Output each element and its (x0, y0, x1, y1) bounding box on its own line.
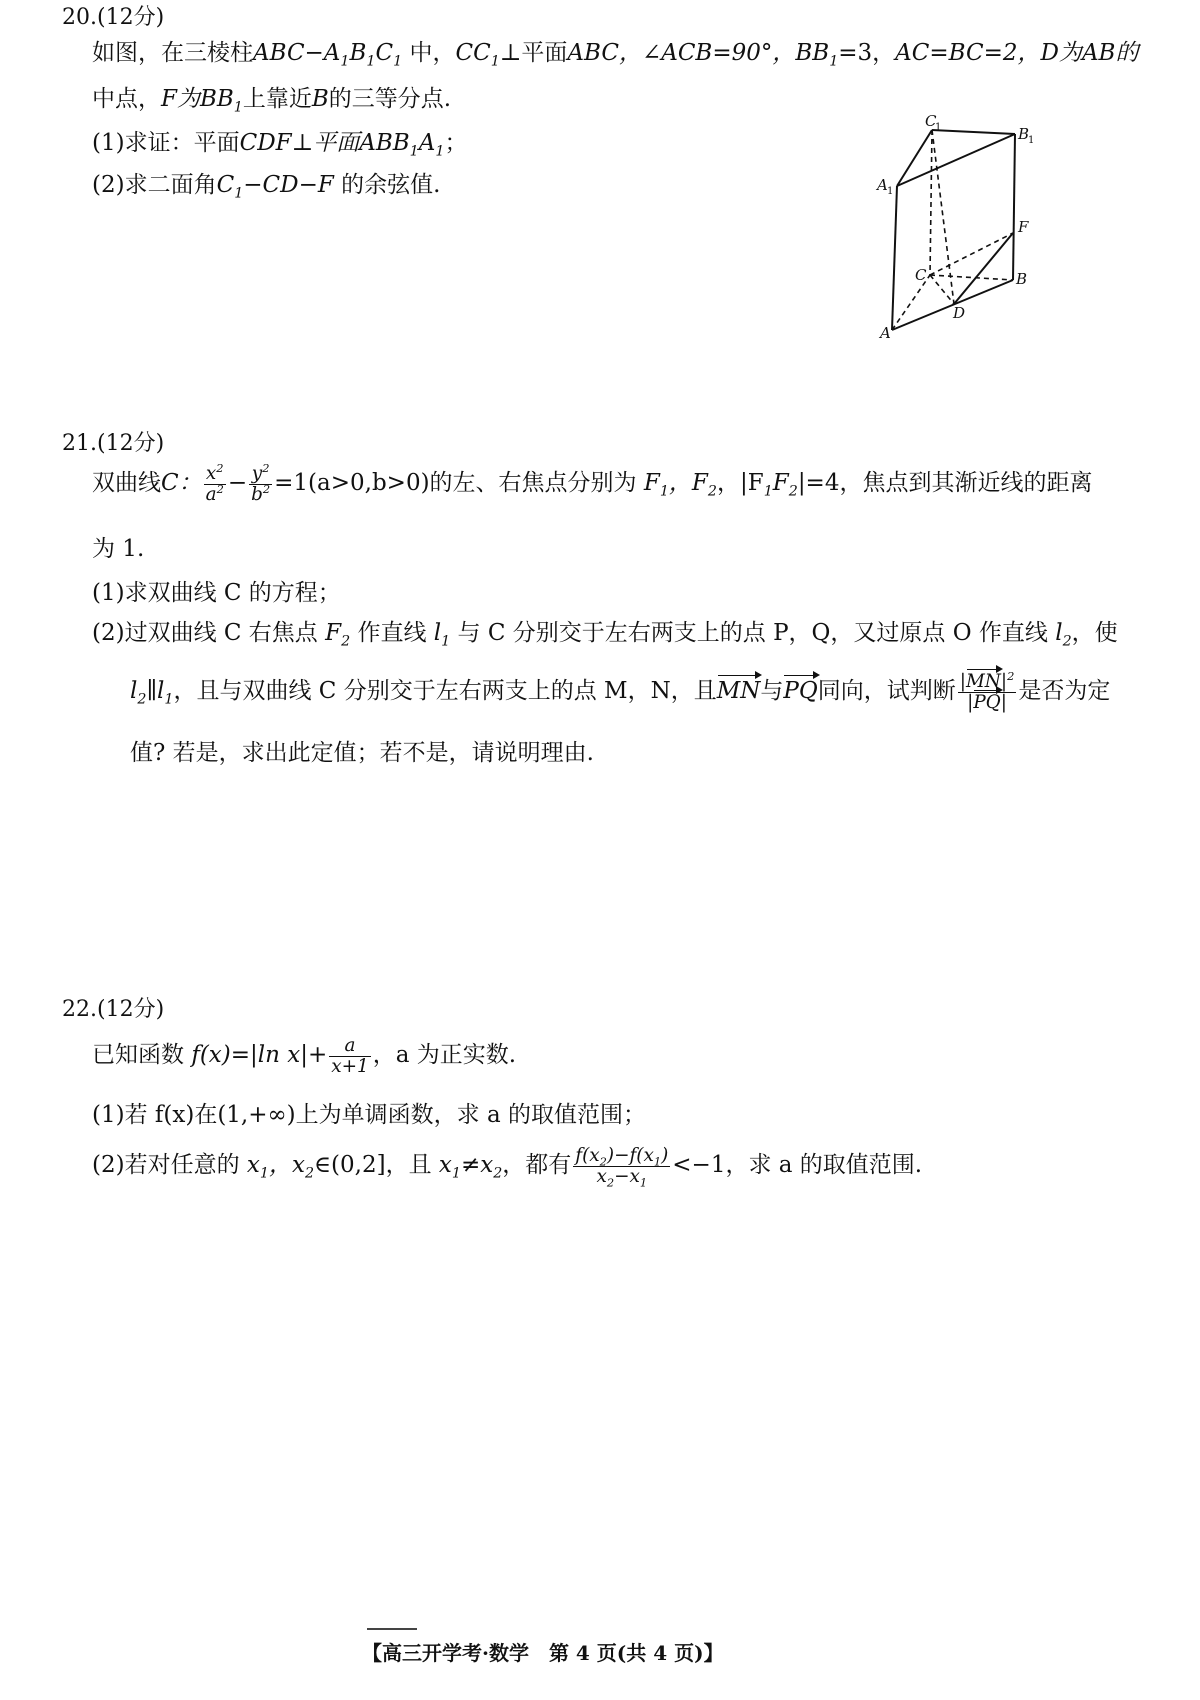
q20-header (62, 0, 164, 31)
q20-score: (12分) (97, 5, 165, 30)
dihedral-angle: $C_1-CD-F$ (216, 172, 334, 202)
angle-acb: ∠ACB=90°， (641, 40, 796, 66)
edge-c1d (932, 130, 954, 304)
q21-part-1 (92, 574, 341, 607)
bb1-symbol: $BB_1$ (795, 40, 839, 70)
edge-df (954, 233, 1013, 304)
l1-symbol: $l_1$ (433, 620, 451, 650)
trisection-text: 的三等分点. (328, 86, 452, 112)
d-is-text: D为 (1040, 40, 1082, 66)
label-b1: B (1018, 125, 1030, 143)
q22-part-1 (92, 1096, 646, 1129)
q20-part-2 (92, 166, 441, 202)
footer-mark (367, 1628, 417, 1630)
ac-bc-value: AC=BC=2， (895, 40, 1041, 66)
frac-a-x1: $\frac{a}{x+1}$ (331, 1035, 369, 1077)
focal-distance-text: |=4，焦点到其渐近线的距离 (797, 470, 1093, 496)
q21-header (62, 426, 164, 457)
f-is-text: F为 (161, 86, 200, 112)
q22-number: 22. (62, 997, 97, 1022)
q22-given-text: 已知函数 (92, 1042, 184, 1068)
edge-cb (930, 275, 1013, 280)
prism-name: $ABC-A_1B_1C_1$ (253, 40, 403, 70)
focal-abs-open: ，|F (716, 470, 764, 496)
midpoint-text: 中点， (92, 86, 161, 112)
hyperbola-condition: =1(a>0,b>0)的左、右焦点分别为 (274, 470, 637, 496)
svg-text:1: 1 (1028, 135, 1035, 146)
x1-x2: $x_1$，$x_2$ (246, 1152, 315, 1182)
parallel-l2-l1: $l_2\parallel l_1$ (130, 678, 174, 708)
vector-pq: PQ (783, 678, 818, 704)
q21-same-dir: 同向，试判断 (817, 678, 956, 704)
f1f2-inner: $_1F_2$ (763, 470, 798, 500)
svg-text:1: 1 (887, 186, 894, 197)
q21-line-2 (92, 530, 144, 563)
q22-part-2 (92, 1145, 923, 1190)
q22-score: (12分) (97, 997, 165, 1022)
bb1-symbol-2: $BB_1$ (199, 86, 243, 116)
q20-intro-text-2: 中， (409, 40, 456, 66)
edge-cd (930, 275, 954, 304)
label-a1: A (877, 176, 888, 194)
prism-figure (860, 110, 1060, 350)
l2-symbol: $l_2$ (1055, 620, 1072, 650)
q21-p2-prefix: (2)过双曲线 C 右焦点 (92, 620, 318, 646)
function-def: f(x)=|ln x|+ (191, 1042, 328, 1068)
q21-is-constant: 是否为定 (1018, 678, 1111, 704)
q22-p1-text: (1)若 f(x)在(1,+∞)上为单调函数，求 a 的取值范围； (92, 1102, 646, 1128)
edge-cf (930, 233, 1013, 275)
curve-c: C： (161, 470, 202, 496)
q20-number: 20. (62, 5, 97, 30)
q22-interval: ∈(0,2]，且 (314, 1152, 432, 1178)
near-text: 上靠近 (242, 86, 312, 112)
plane-cdf: CDF⊥平面 (239, 130, 360, 156)
label-f: F (1018, 218, 1029, 236)
vector-mn: MN (716, 678, 761, 704)
edge-aa1 (892, 186, 897, 330)
x1-neq-x2: $x_1\ne x_2$ (438, 1152, 503, 1182)
svg-text:1: 1 (935, 122, 942, 133)
q20-p2-prefix: (2)求二面角 (92, 172, 217, 198)
a-positive-text: ，a 为正实数. (372, 1042, 517, 1068)
edge-cc1 (930, 130, 932, 275)
q21-mn-text: ，且与双曲线 C 分别交于左右两支上的点 M，N，且 (173, 678, 717, 704)
f2-symbol: $F_2$ (325, 620, 351, 650)
perp-plane-text: ⊥平面 (499, 40, 568, 66)
q22-p2-prefix: (2)若对任意的 (92, 1152, 240, 1178)
foci-names: $F_1$，$F_2$ (643, 470, 717, 500)
page-footer: 【高三开学考·数学 第 4 页(共 4 页)】 (362, 1641, 724, 1665)
label-d: D (953, 304, 966, 322)
label-c: C (915, 266, 927, 284)
q21-p4-text: 值? 若是，求出此定值；若不是，请说明理由. (130, 740, 594, 766)
label-c1: C (925, 112, 937, 130)
ab-de-text: AB的 (1081, 40, 1139, 66)
q22-header (62, 992, 164, 1023)
q21-line-1: 双曲线C： $\frac{x^2}{a^2}$ − $\frac{y^2}{b^2}$ =1(a>0,b>0)的左、右焦点分别为 $F_1$，$F_2$，$|F_1F_2|=4$，焦点到其渐近线的距离 (92, 461, 1093, 505)
q22-always: ，都有 (502, 1152, 572, 1178)
edge-c1b1 (932, 130, 1015, 134)
diff-quotient: $\frac{f(x_2)-f(x_1)}{x_2-x_1}$ (575, 1145, 669, 1190)
label-b: B (1016, 270, 1028, 288)
plane-abb1a1: $ABB_1A_1$ (359, 130, 445, 160)
point-b: B (311, 86, 329, 112)
q20-p1-end: ； (444, 130, 468, 156)
edge-a1b1 (897, 134, 1015, 186)
q21-distance-value: 为 1. (92, 536, 145, 562)
hyperbola-text: 双曲线 (92, 470, 161, 496)
q21-part-2 (92, 614, 1118, 650)
frac-x2-a2: $\frac{x^2}{a^2}$ (205, 461, 224, 505)
cc1-symbol: $CC_1$ (455, 40, 500, 70)
q20-p2-end: 的余弦值. (341, 172, 441, 198)
q21-and: 与 (760, 678, 784, 704)
q21-p1-text: (1)求双曲线 C 的方程； (92, 580, 341, 606)
frac-y2-b2: $\frac{y^2}{b^2}$ (251, 461, 271, 505)
q21-line-text: 作直线 (357, 620, 427, 646)
q22-p2-end: <−1，求 a 的取值范围. (672, 1152, 923, 1178)
q21-number: 21. (62, 431, 97, 456)
q21-part-2-end (130, 734, 594, 767)
q20-p1-prefix: (1)求证：平面 (92, 130, 240, 156)
edge-bb1 (1013, 134, 1015, 280)
ratio-mn2-pq: $\frac{|MN|^2}{|PQ|}$ (959, 669, 1015, 713)
q21-part-2-cont (130, 669, 1111, 713)
plane-abc: ABC， (567, 40, 642, 66)
q21-so-that: ，使 (1071, 620, 1118, 646)
q20-line-1 (92, 34, 1139, 70)
label-a: A (880, 324, 891, 342)
q20-part-1 (92, 124, 468, 160)
q22-line-1 (92, 1036, 516, 1076)
q21-score: (12分) (97, 431, 165, 456)
q20-intro-text: 如图，在三棱柱 (92, 40, 253, 66)
bb1-value: =3， (838, 40, 896, 66)
q20-line-2 (92, 80, 452, 116)
q21-intersect-text: 与 C 分别交于左右两支上的点 P，Q，又过原点 O 作直线 (457, 620, 1048, 646)
